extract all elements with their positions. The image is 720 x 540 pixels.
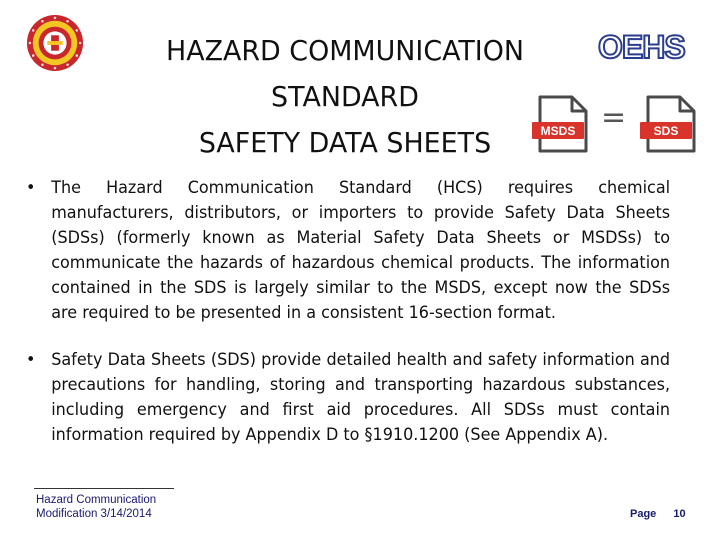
footer-divider <box>34 488 174 489</box>
title-line-3: SAFETY DATA SHEETS <box>198 126 492 159</box>
footer-line-1: Hazard Communication <box>36 494 157 506</box>
bullet-text: The Hazard Communication Standard (HCS) requires chemical manufacturers, distributors, or importers to provide Safety Data Sheets (SDSs) (formerly known as Material Safety Data Sheets or MSDSs) to communicate the hazards of hazardous chemical products. The information contained in the SDS is largely similar to the MSDS, except now the SDSs are required to be presented in a consistent 16-section format. <box>51 178 671 322</box>
equals-sign: = <box>601 100 627 135</box>
msds-document-icon <box>532 95 592 155</box>
title-line-2: STANDARD <box>271 80 419 113</box>
sds-document-icon <box>640 95 700 155</box>
oehs-logo: OEHS <box>598 29 685 65</box>
footer-line-2: Modification 3/14/2014 <box>36 508 152 520</box>
page-title <box>110 28 580 166</box>
bullet-item <box>26 347 670 447</box>
page-indicator <box>630 508 686 520</box>
bullet-item <box>26 175 670 325</box>
bullet-list <box>26 175 690 447</box>
bullet-marker: • <box>26 178 36 197</box>
bullet-marker: • <box>26 350 36 369</box>
footer-info <box>36 493 156 521</box>
bullet-text: Safety Data Sheets (SDS) provide detailed health and safety information and precautions for handling, storing and transporting hazardous substances, including emergency and first aid procedures. All SDSs must contain information required by Appendix D to §1910.1200 (See Appendix A). <box>51 350 671 444</box>
page-label: Page <box>630 508 657 520</box>
university-seal-icon <box>26 14 84 72</box>
page-number: 10 <box>673 508 686 520</box>
sds-label: SDS <box>653 124 679 138</box>
msds-label: MSDS <box>540 124 576 138</box>
title-line-1: HAZARD COMMUNICATION <box>165 34 525 67</box>
